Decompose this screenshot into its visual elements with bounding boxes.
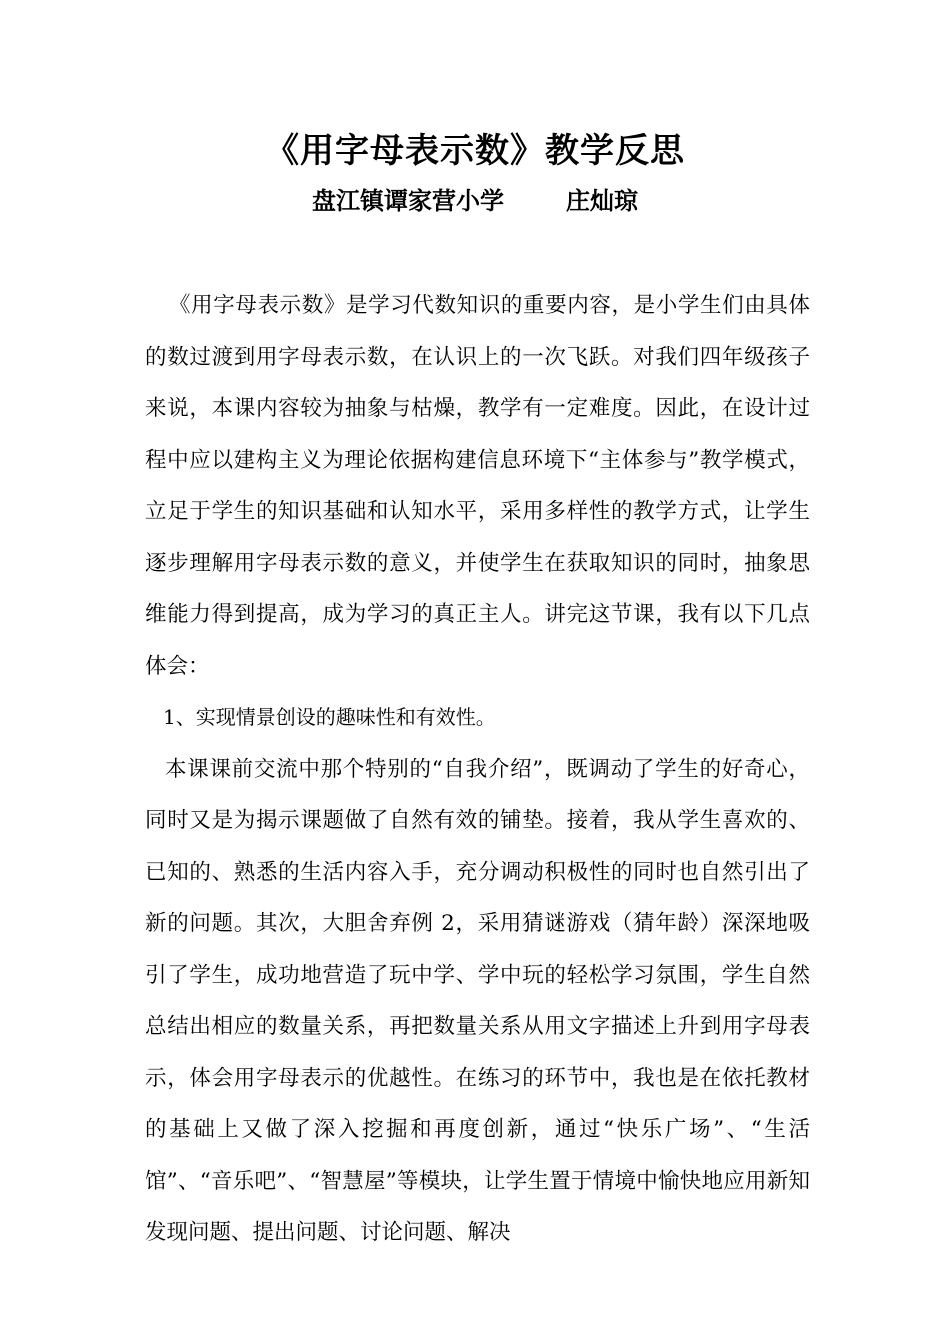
- author-school: 盘江镇谭家营小学: [312, 187, 504, 215]
- document-title: 《用字母表示数》教学反思: [265, 131, 685, 171]
- document-body: [145, 280, 810, 1259]
- intro-paragraph: 《用字母表示数》是学习代数知识的重要内容，是小学生们由具体的数过渡到用字母表示数，在认识上的一次飞跃。对我们四年级孩子来说，本课内容较为抽象与枯燥，教学有一定难度。因此，在设计过程中应以建构主义为理论依据构建信息环境下“主体参与”教学模式，立足于学生的知识基础和认知水平，采用多样性的教学方式，让学生逐步理解用字母表示数的意义，并使学生在获取知识的同时，抽象思维能力得到提高，成为学习的真正主人。讲完这节课，我有以下几点体会：: [145, 293, 810, 679]
- point-1-paragraph: 本课课前交流中那个特别的“自我介绍”，既调动了学生的好奇心，同时又是为揭示课题做了自然有效的铺垫。接着，我从学生喜欢的、已知的、熟悉的生活内容入手，充分调动积极性的同时也自然引出了新的问题。其次，大胆舍弃例 2，采用猜谜游戏（猜年龄）深深地吸引了学生，成功地营造了玩中学、学中玩的轻松学习氛围，学生自然总结出相应的数量关系，再把数量关系从用文字描述上升到用字母表示，体会用字母表示的优越性。在练习的环节中，我也是在依托教材的基础上又做了深入挖掘和再度创新，通过“快乐广场”、“生活馆”、“音乐吧”、“智慧屋”等模块，让学生置于情境中愉快地应用新知发现问题、提出问题、讨论问题、解决: [145, 756, 810, 1245]
- point-1-heading: 1、实现情景创设的趣味性和有效性。: [163, 705, 496, 729]
- author-byline: [0, 184, 950, 218]
- author-name: 庄灿琼: [566, 187, 638, 215]
